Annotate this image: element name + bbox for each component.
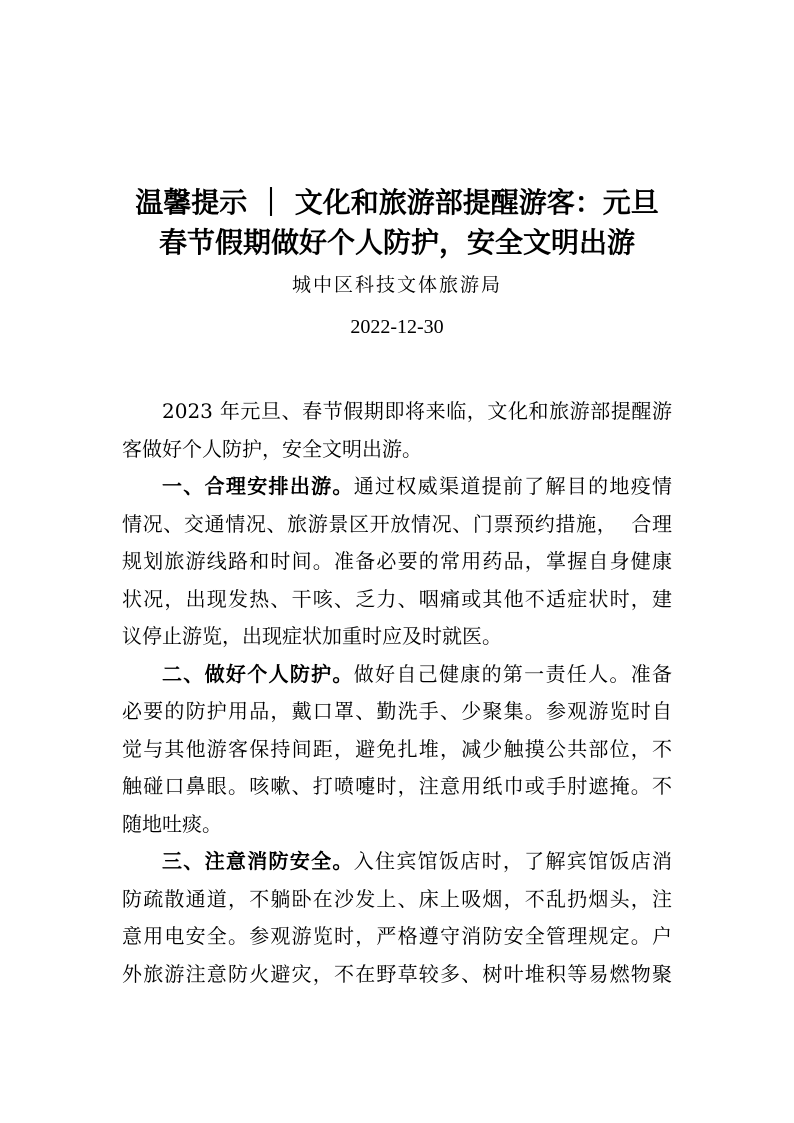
body-line: 觉与其他游客保持间距，避免扎堆，减少触摸公共部位，不 <box>122 736 672 761</box>
body-line: 议停止游览，出现症状加重时应及时就医。 <box>122 624 502 648</box>
body-text: 做好自己健康的第一责任人。准备 <box>353 661 672 686</box>
source-organization: 城中区科技文体旅游局 <box>291 274 502 296</box>
section-heading: 一、合理安排出游。 <box>162 474 354 498</box>
body-line: 防疏散通道，不躺卧在沙发上、床上吸烟，不乱扔烟头，注 <box>122 886 672 911</box>
body-line <box>122 656 672 694</box>
body-text: 通过权威渠道提前了解目的地疫情 <box>353 474 672 498</box>
title-line-1: 温馨提示 ｜ 文化和旅游部提醒游客：元旦 <box>135 186 659 219</box>
paragraph-section-1 <box>122 468 672 656</box>
document-title <box>0 183 794 263</box>
body-line: 触碰口鼻眼。咳嗽、打喷嚏时，注意用纸巾或手肘遮掩。不 <box>122 774 672 798</box>
paragraph-intro <box>122 393 672 468</box>
body-line: 规划旅游线路和时间。准备必要的常用药品，掌握自身健康 <box>122 549 672 573</box>
article-body <box>122 393 672 993</box>
body-line: 随地吐痰。 <box>122 811 222 836</box>
body-line: 状况，出现发热、干咳、乏力、咽痛或其他不适症状时，建 <box>122 586 672 611</box>
paragraph-section-2 <box>122 656 672 844</box>
body-line: 外旅游注意防火避灾，不在野草较多、树叶堆积等易燃物聚 <box>122 961 672 986</box>
body-line: 意用电安全。参观游览时，严格遵守消防安全管理规定。户 <box>122 924 672 948</box>
body-line: 2023 年元旦、春节假期即将来临，文化和旅游部提醒游 <box>162 399 672 423</box>
section-heading: 三、注意消防安全。 <box>162 849 354 873</box>
title-line-2: 春节假期做好个人防护，安全文明出游 <box>158 226 635 259</box>
body-line <box>122 843 672 881</box>
body-text: 入住宾馆饭店时，了解宾馆饭店消 <box>353 849 672 873</box>
body-line: 客做好个人防护，安全文明出游。 <box>122 436 422 461</box>
body-line: 必要的防护用品，戴口罩、勤洗手、少聚集。参观游览时自 <box>122 699 672 723</box>
section-heading: 二、做好个人防护。 <box>162 661 354 686</box>
publish-date: 2022-12-30 <box>350 316 444 338</box>
body-line <box>122 468 672 506</box>
body-line: 情况、交通情况、旅游景区开放情况、门票预约措施， 合理 <box>122 511 672 536</box>
paragraph-section-3 <box>122 843 672 993</box>
